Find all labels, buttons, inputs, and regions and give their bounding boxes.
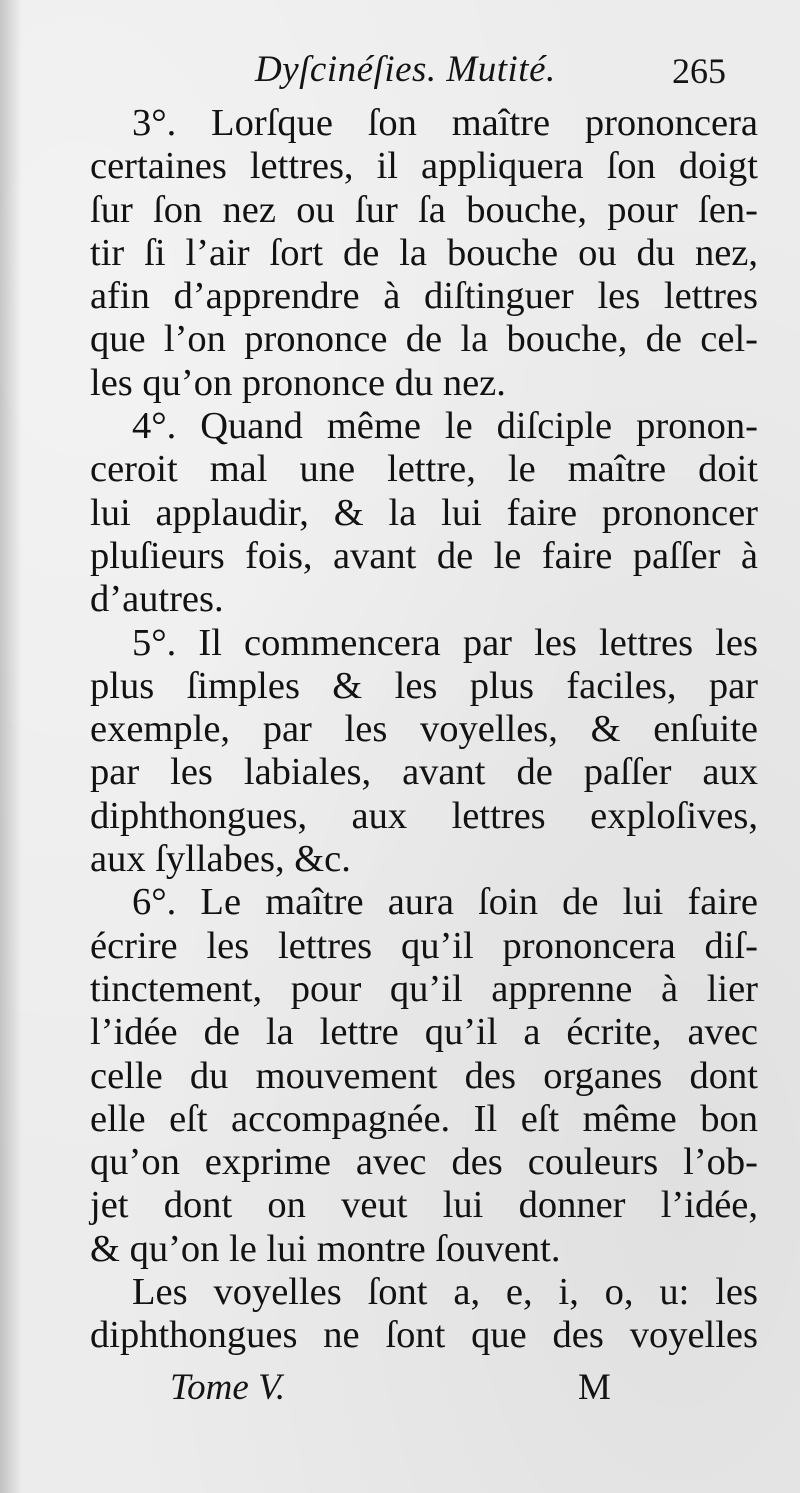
- text-line: aux ſyllabes, &c.: [90, 838, 351, 881]
- text-line: elle eſt accompagnée. Il eſt même bon: [90, 1097, 758, 1140]
- running-head: [0, 42, 800, 102]
- text-line: ceroit mal une lettre, le maître doit: [90, 448, 758, 491]
- text-line: que l’on prononce de la bouche, de cel-: [90, 318, 758, 361]
- text-line: diphthongues ne ſont que des voyelles: [90, 1314, 758, 1357]
- text-line: 5°. Il commencera par les lettres les: [132, 621, 758, 664]
- text-line: afin d’apprendre à diſtinguer les lettres: [90, 275, 758, 318]
- body-text: [90, 102, 758, 1358]
- text-line: celle du mouvement des organes dont: [90, 1054, 758, 1097]
- signature-mark: M: [578, 1367, 611, 1408]
- text-line: diphthongues, aux lettres exploſives,: [90, 794, 758, 837]
- gutter-shadow: [0, 0, 22, 1493]
- text-line: Les voyelles ſont a, e, i, o, u: les: [132, 1271, 758, 1314]
- page-number: 265: [672, 51, 726, 91]
- text-line: tinctement, pour qu’il apprenne à lier: [90, 967, 758, 1010]
- text-line: écrire les lettres qu’il prononcera diſ-: [90, 924, 758, 967]
- text-line: 6°. Le maître aura ſoin de lui faire: [132, 881, 758, 924]
- text-line: lui applaudir, & la lui faire prononcer: [90, 491, 758, 534]
- text-line: pluſieurs fois, avant de le faire paſſer à: [90, 534, 758, 577]
- text-line: l’idée de la lettre qu’il a écrite, avec: [90, 1011, 758, 1054]
- text-line: d’autres.: [90, 578, 224, 621]
- text-line: jet dont on veut lui donner l’idée,: [90, 1184, 758, 1227]
- volume-label: Tome V.: [170, 1367, 286, 1408]
- text-line: ſur ſon nez ou ſur ſa bouche, pour ſen-: [90, 188, 758, 231]
- text-line: 3°. Lorſque ſon maître prononcera: [132, 102, 758, 144]
- text-line: tir ſi l’air ſort de la bouche ou du nez,: [90, 231, 758, 274]
- running-title: Dyſcinéſies. Mutité.: [255, 49, 556, 90]
- text-line: 4°. Quand même le diſciple pronon-: [132, 405, 758, 448]
- text-line: qu’on exprime avec des couleurs l’ob-: [90, 1141, 758, 1184]
- text-line: plus ſimples & les plus faciles, par: [90, 664, 758, 707]
- text-line: exemple, par les voyelles, & enſuite: [90, 708, 758, 751]
- text-line: & qu’on le lui montre ſouvent.: [90, 1227, 561, 1270]
- text-line: les qu’on prononce du nez.: [90, 361, 506, 404]
- text-line: certaines lettres, il appliquera ſon doigt: [90, 145, 758, 188]
- page-footer: [0, 1366, 800, 1416]
- text-line: par les labiales, avant de paſſer aux: [90, 751, 758, 794]
